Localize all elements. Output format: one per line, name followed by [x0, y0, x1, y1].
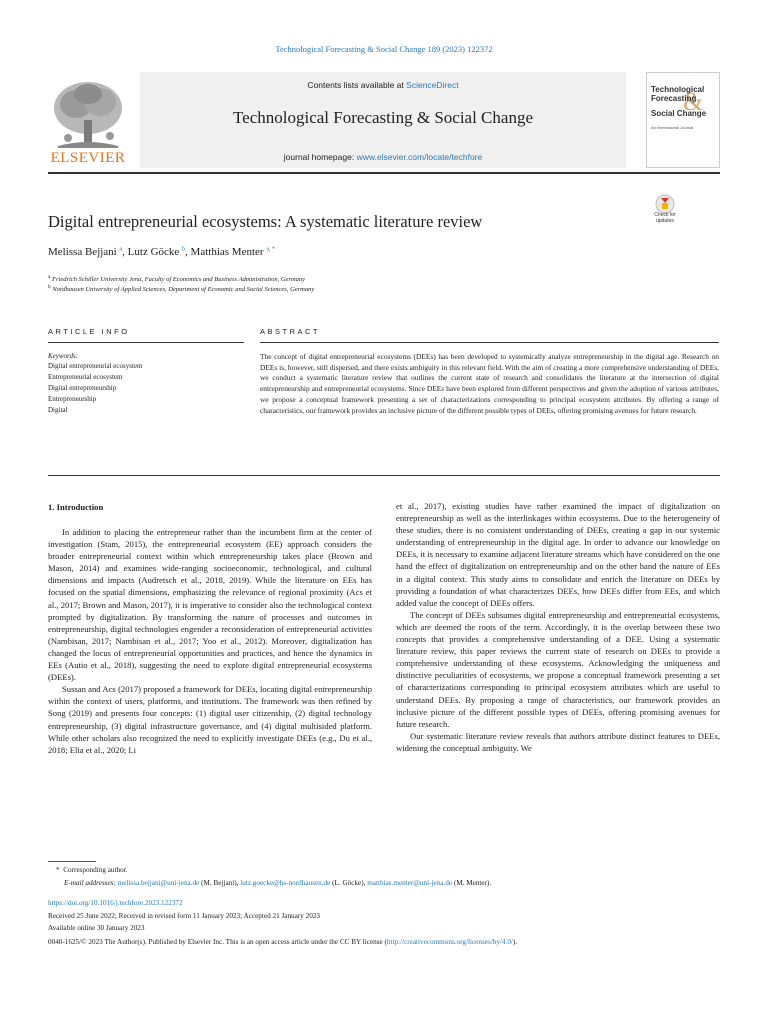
contents-availability	[140, 80, 626, 90]
license-statement: 0040-1625/© 2023 The Author(s). Published by Elsevier Inc. This is an open access article under the CC BY license (http://creativecommons.org/licenses/by/4.0/).	[48, 938, 518, 946]
keyword: Digital entrepreneurial ecosystem	[48, 362, 143, 370]
homepage-link[interactable]: www.elsevier.com/locate/techfore	[356, 152, 483, 162]
received-dates: Received 25 June 2022; Received in revised form 11 January 2023; Accepted 21 January 2023	[48, 912, 320, 920]
keyword: Digital	[48, 406, 68, 414]
author-list: Melissa Bejjani $^a$, Lutz Göcke $^b$, Matthias Menter $^{a, *}$	[48, 246, 275, 258]
section-heading-introduction: 1. Introduction	[48, 502, 104, 512]
author-name: Lutz Göcke	[127, 246, 180, 258]
contents-prefix: Contents lists available at	[307, 80, 404, 90]
body-paragraph: The concept of DEEs subsumes digital entrepreneurship and entrepreneurial ecosystems, which are deemed the roots of the term. Accordingly, it is the overlap between these two concepts that provides a comprehensive understanding of a DEE. Using a systematic literature review, this paper reviews the current state of research on DEEs to provide a comprehensive understanding of these ecosystems. Acknowledging the uniqueness and distinctive peculiarities of ecosystems, we propose a conceptual framework presenting a set of characterizations corresponding to principal ecosystem attributes which are useful to understand DEEs. By proposing a range of characteristics, our framework provides an inclusive picture of the different possible types of DEEs, offering promising avenues for future research.	[396, 609, 720, 729]
available-online: Available online 30 January 2023	[48, 924, 145, 932]
affiliation: $^a$ Friedrich Schiller University Jena, Faculty of Economics and Business Administration, Germany	[48, 274, 306, 284]
journal-title: Technological Forecasting & Social Change	[232, 108, 533, 127]
check-updates-icon	[648, 194, 682, 214]
doi-link[interactable]: https://doi.org/10.1016/j.techfore.2023.122372	[48, 899, 183, 907]
email-link[interactable]: melissa.bejjani@uni-jena.de	[117, 879, 200, 887]
abstract-text: The concept of digital entrepreneurial ecosystems (DEEs) has been developed to systemically analyze entrepreneurship in the digital age. Research on DEEs is, however, still dispersed, and there exists ambiguity in this relevant field. With the aim of creating a more comprehensive understanding of DEEs, we conduct a systematic literature review that outlines the current state of research and consolidates the literature at the intersection of digital entrepreneurship and entrepreneurial ecosystems. Since DEEs have been explored from different perspectives and given the adoption of various attributes, we propose a conceptual framework presenting a set of characterizations corresponding to principal ecosystem attributes. By offering a range of characteristics, our framework provides an inclusive picture of the different possible types of DEEs, offering promising avenues for future research.	[260, 352, 719, 415]
keyword: Digital entrepreneurship	[48, 384, 117, 392]
author-affil-marker[interactable]: b	[182, 246, 186, 253]
abstract-heading: ABSTRACT	[260, 327, 321, 336]
abstract-bottom-rule	[48, 475, 720, 476]
license-link[interactable]: http://creativecommons.org/licenses/by/4.0/	[386, 938, 513, 946]
elsevier-wordmark: ELSEVIER	[50, 150, 126, 166]
body-paragraph: Our systematic literature review reveals that authors attribute distinct features to DEEs, widening the conceptual ambiguity. We	[396, 730, 720, 753]
running-header[interactable]: Technological Forecasting & Social Change 189 (2023) 122372	[275, 44, 493, 54]
body-paragraph: Sussan and Acs (2017) proposed a framework for DEEs, locating digital entrepreneurship within the context of users, platforms, and institutions. The framework was then refined by Song (2019) and presents four concepts: (1) digital user citizenship, (2) digital technology entrepreneurship, (3) digital infrastructure governance, and (4) digital multisided platform. While other scholars also recognized the need to explicitly investigate DEEs (e.g., Du et al., 2018; Elia et al., 2020; Li	[48, 684, 372, 755]
body-paragraph: et al., 2017), existing studies have rather examined the impact of digitalization on entrepreneurship as well as the interlinkages within ecosystems. Due to the heterogeneity of these studies, there is no consistent understanding of DEEs, creating a gap in our systemic understanding of entrepreneurship in the digital age. In order to advance our knowledge on DEEs, it is necessary to examine adjacent literature streams which have considered on the one hand the effect of digitalization on entrepreneurship and on the other hand the nature of EEs in a digital context. This study aims to consolidate and enrich the literature on DEEs by providing a foundation of what characterizes DEEs, how DEEs differ from EEs, and which added value the concept of DEEs offers.	[396, 501, 720, 608]
keyword: Entrepreneurial ecosystem	[48, 373, 123, 381]
check-updates-label: Check for updates	[654, 212, 676, 224]
cover-title: Technological Forecasting Social Change	[651, 85, 707, 118]
journal-homepage	[140, 152, 626, 162]
article-info-heading: ARTICLE INFO	[48, 327, 130, 336]
email-link[interactable]: lutz.goecke@hs-nordhausen.de	[240, 879, 331, 887]
cover-subtitle: An International Journal	[651, 125, 694, 130]
cover-ampersand: &	[683, 87, 704, 116]
footnote-rule	[48, 861, 96, 862]
author-affil-marker[interactable]: a	[119, 246, 123, 253]
article-title: Digital entrepreneurial ecosystems: A systematic literature review	[48, 212, 483, 231]
email-addresses: E-mail addresses: melissa.bejjani@uni-jena.de (M. Bejjani), lutz.goecke@hs-nordhausen.de (L. Göcke), matthias.menter@uni-jena.de (M. Menter).	[64, 879, 492, 887]
article-info-rule	[48, 342, 244, 343]
author-name: Melissa Bejjani	[48, 246, 117, 258]
email-link[interactable]: matthias.menter@uni-jena.de	[367, 879, 453, 887]
journal-cover-thumbnail[interactable]	[646, 72, 720, 168]
author-affil-marker[interactable]: a, *	[266, 246, 275, 253]
abstract-rule	[260, 342, 719, 343]
corresponding-author-note: * Corresponding author.	[56, 866, 128, 874]
homepage-label: journal homepage:	[283, 152, 355, 162]
body-paragraph: In addition to placing the entrepreneur rather than the incumbent firm at the center of investigation (Stam, 2015), the entrepreneurial ecosystem (EE) approach considers the broader entrepreneurial context within which entrepreneurship takes place (Brown and Mason, 2014) and examines wide-ranging socioeconomic, technological, and cultural dimensions and impacts (Audretsch et al., 2018, 2019). While the literature on EEs has focused on the spatial dimensions, emphasizing the relevance of regional proximity (Acs et al., 2017; Brown and Mason, 2017), it is imperative to consider also the technological context prompted by digitalization. By transforming the nature of processes and outcomes in entrepreneurship, digital technologies engender a reconsideration of entrepreneurial activities (Nambisan, 2017; Nambisan et al., 2017; Yoo et al., 2012). Moreover, digitalization has changed the locus of entrepreneurial opportunities and practices, and hence the dynamics in EEs (Autio et al., 2018), suggesting the need to explore digital entrepreneurial ecosystems (DEEs).	[48, 527, 372, 683]
sciencedirect-link[interactable]: ScienceDirect	[406, 80, 459, 90]
body-right-column	[396, 500, 720, 754]
body-left-column	[48, 526, 372, 756]
masthead-rule	[48, 172, 720, 174]
keyword: Entrepreneurship	[48, 395, 97, 403]
affiliation: $^b$ Nordhausen University of Applied Sciences, Department of Economic and Social Sciences, Germany	[48, 284, 315, 294]
keywords-label: Keywords:	[48, 352, 79, 360]
author-name: Matthias Menter	[190, 246, 264, 258]
check-for-updates-badge[interactable]	[648, 194, 682, 230]
